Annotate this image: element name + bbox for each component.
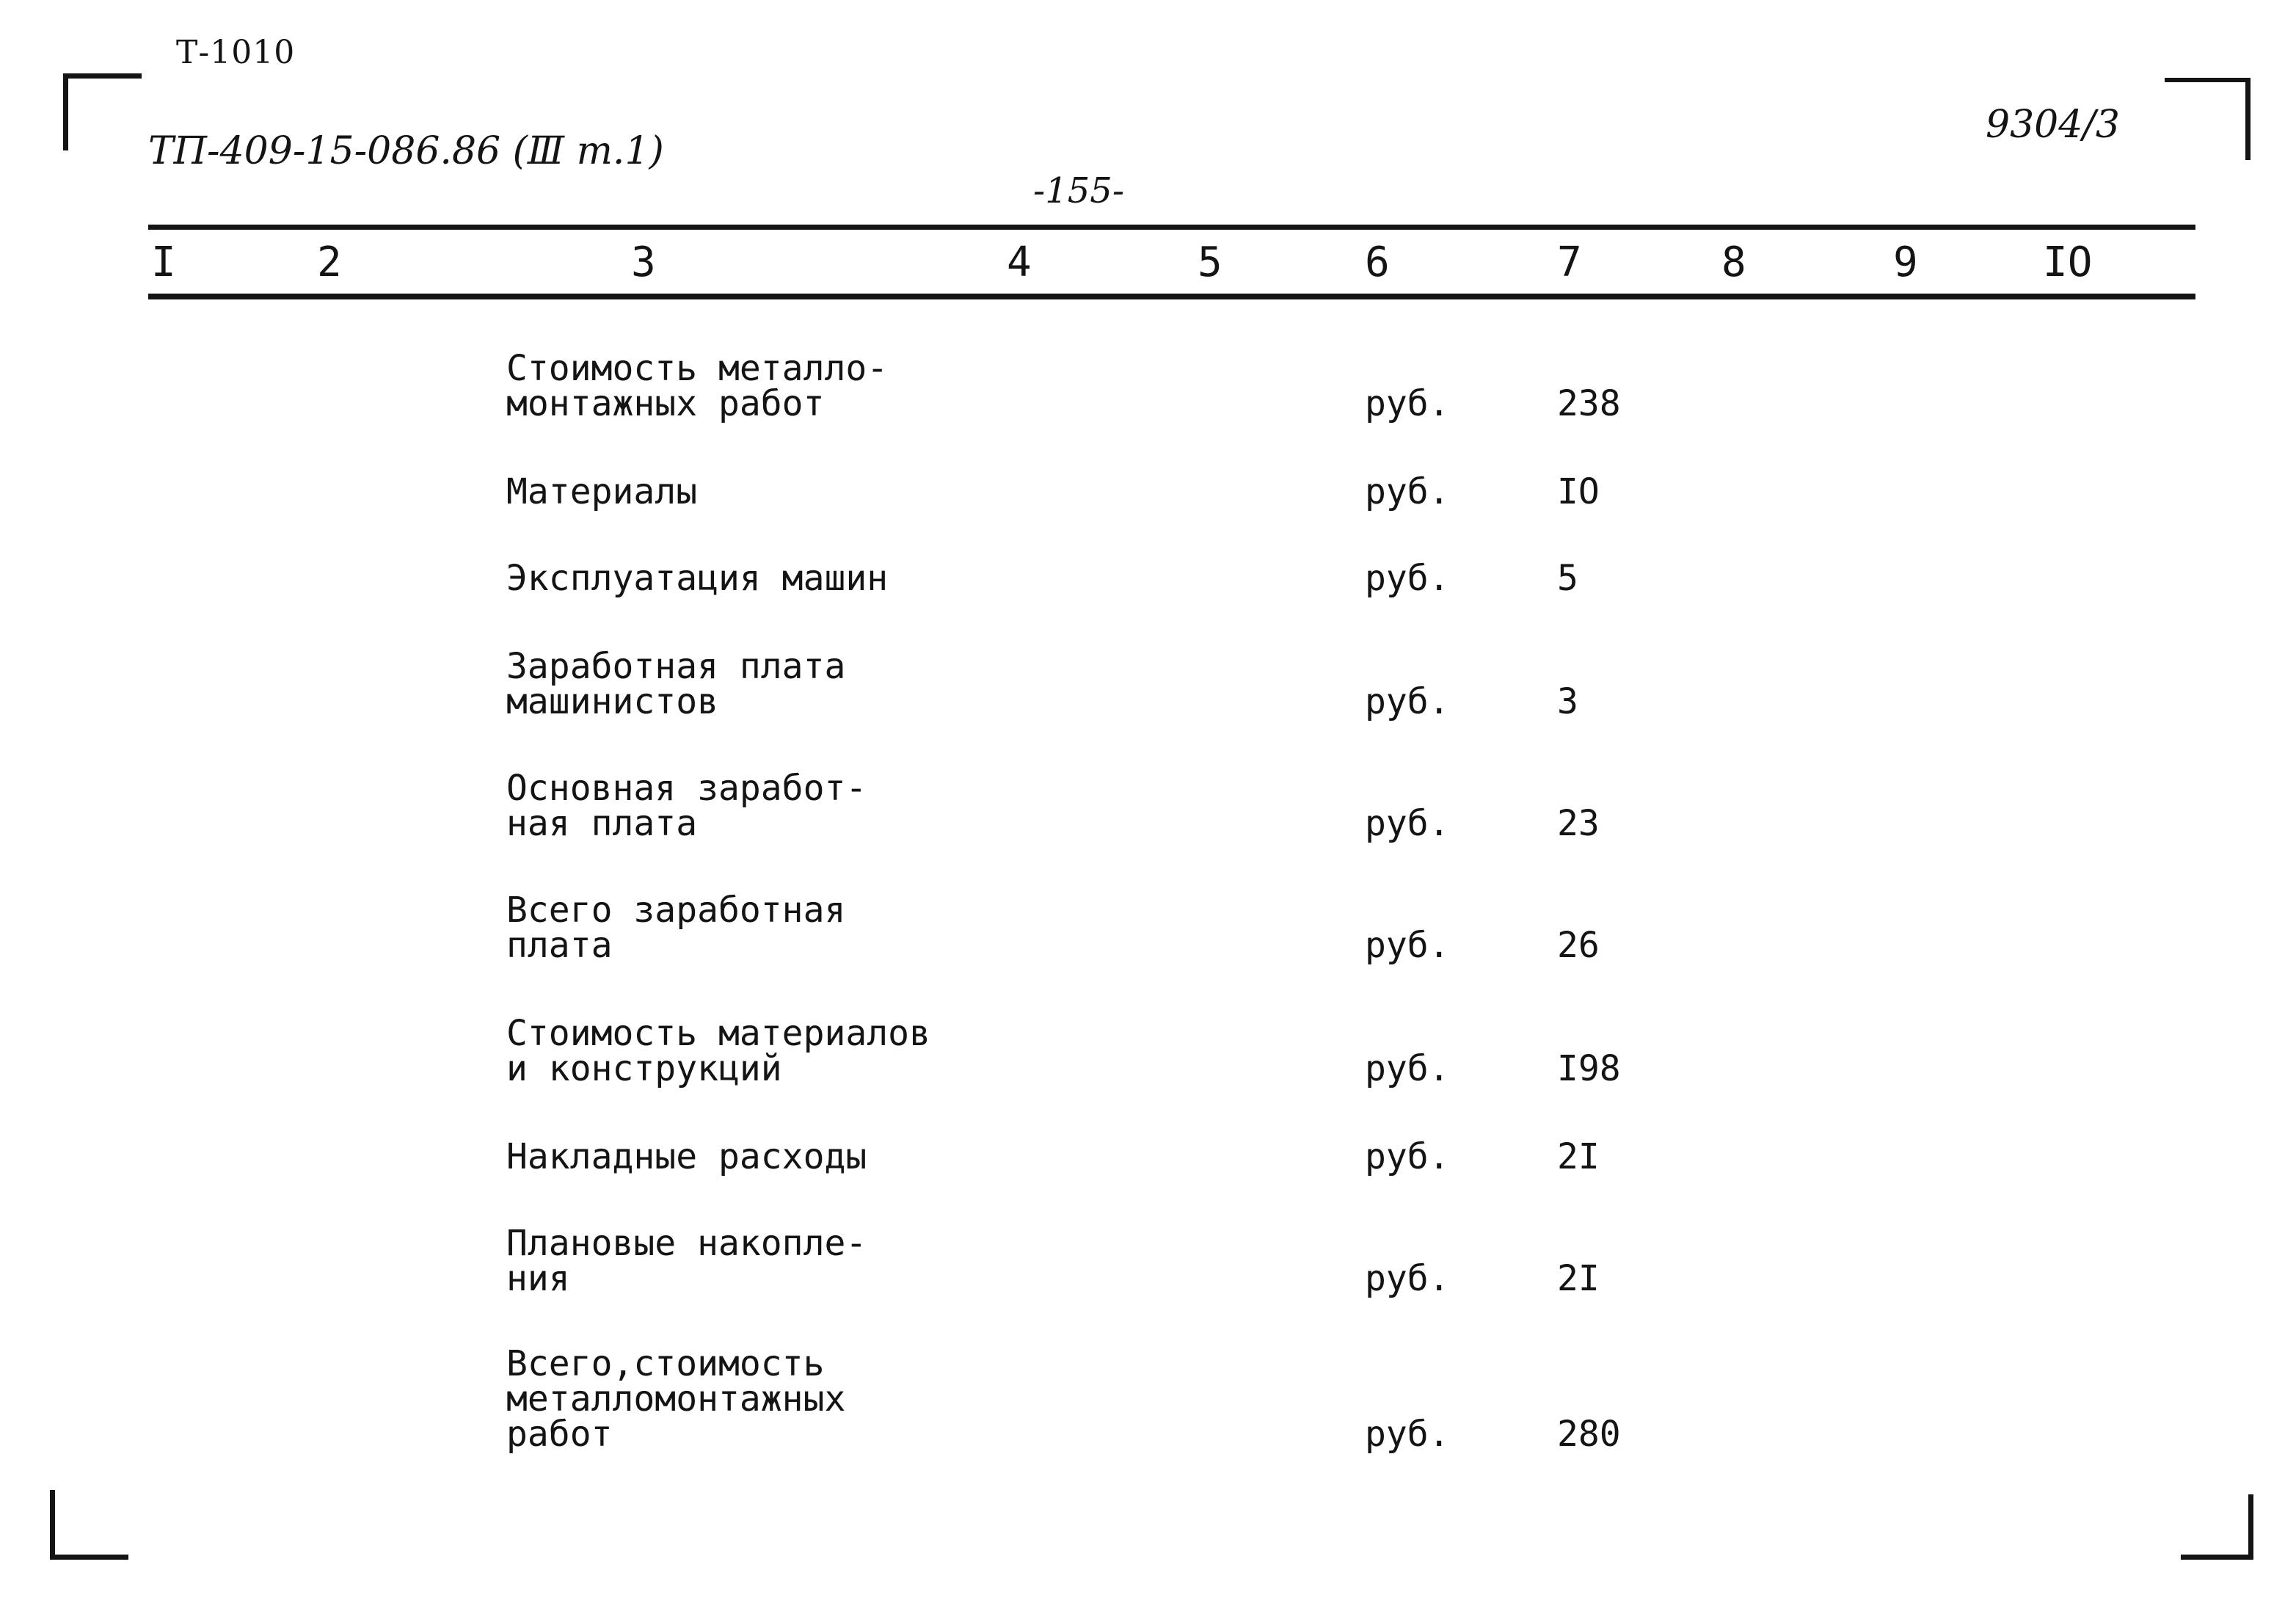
column-number-3: 3 — [631, 239, 656, 286]
row-value: 26 — [1557, 925, 1600, 966]
row-description: Всего заработная плата — [506, 890, 846, 966]
row-unit: руб. — [1365, 1136, 1450, 1177]
row-unit: руб. — [1365, 1258, 1450, 1299]
frame-corner-bottom-right — [2181, 1494, 2253, 1560]
row-description: Накладные расходы — [506, 1136, 867, 1177]
table-header-top-rule — [148, 225, 2195, 230]
column-number-10: IO — [2043, 239, 2093, 286]
column-number-8: 8 — [1721, 239, 1746, 286]
row-value: 2I — [1557, 1258, 1600, 1299]
row-value: 280 — [1557, 1414, 1621, 1455]
frame-corner-bottom-left — [50, 1490, 128, 1560]
row-unit: руб. — [1365, 558, 1450, 599]
table-header-bottom-rule — [148, 294, 2195, 299]
sheet-code: Т-1010 — [176, 34, 296, 71]
column-number-5: 5 — [1198, 239, 1222, 286]
row-value: 5 — [1557, 558, 1578, 599]
row-unit: руб. — [1365, 1414, 1450, 1455]
frame-corner-top-right — [2165, 78, 2251, 160]
row-value: 238 — [1557, 383, 1621, 424]
row-description: Эксплуатация машин — [506, 558, 889, 599]
row-description: Стоимость материалов и конструкций — [506, 1013, 930, 1089]
page-number: -155- — [1033, 170, 1125, 211]
row-description: Всего,стоимость металломонтажных работ — [506, 1343, 846, 1455]
column-number-7: 7 — [1557, 239, 1582, 286]
row-description: Заработная плата машинистов — [506, 646, 846, 722]
row-value: IO — [1557, 471, 1600, 512]
document-reference: ТП-409-15-086.86 (Ⅲ т.1) — [148, 129, 664, 173]
column-number-2: 2 — [317, 239, 342, 286]
row-description: Стоимость металло- монтажных работ — [506, 348, 889, 424]
row-value: 3 — [1557, 681, 1578, 722]
row-unit: руб. — [1365, 925, 1450, 966]
row-unit: руб. — [1365, 383, 1450, 424]
frame-corner-top-left — [63, 73, 142, 150]
row-description: Основная заработ- ная плата — [506, 768, 867, 844]
row-value: 2I — [1557, 1136, 1600, 1177]
row-value: I98 — [1557, 1048, 1621, 1089]
row-value: 23 — [1557, 803, 1600, 844]
column-number-9: 9 — [1893, 239, 1918, 286]
row-description: Материалы — [506, 471, 698, 512]
column-number-4: 4 — [1007, 239, 1032, 286]
column-number-1: I — [151, 239, 176, 286]
row-unit: руб. — [1365, 471, 1450, 512]
column-number-6: 6 — [1365, 239, 1390, 286]
row-unit: руб. — [1365, 803, 1450, 844]
row-description: Плановые накопле- ния — [506, 1223, 867, 1299]
inventory-number: 9304/3 — [1986, 103, 2120, 147]
row-unit: руб. — [1365, 681, 1450, 722]
row-unit: руб. — [1365, 1048, 1450, 1089]
